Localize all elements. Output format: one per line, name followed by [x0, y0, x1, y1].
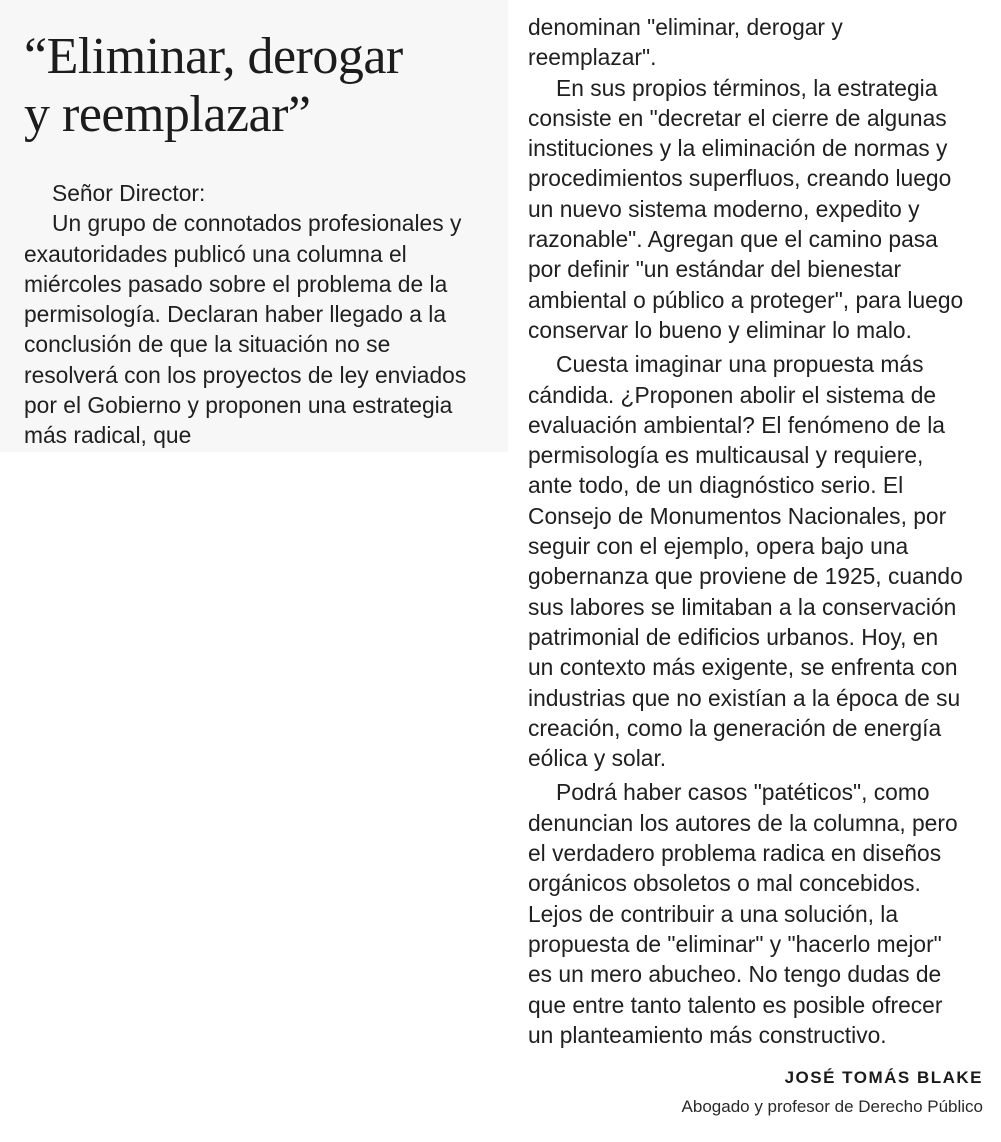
- left-column: [24, 10, 484, 451]
- paragraph-4: Podrá haber casos "patéticos", como denuncian los autores de la columna, pero el verdadero problema radica en diseños orgánicos obsoletos o mal concebidos. Lejos de contribuir a una solución, la propuesta de "eliminar" y "hacerlo mejor" es un mero abucheo. No tengo dudas de que entre tanto talento es posible ofrecer un planteamiento más constructivo.: [528, 779, 958, 1048]
- title-line-1: “Eliminar, derogar: [24, 28, 403, 85]
- right-column: [528, 12, 968, 1050]
- letter-title: [24, 28, 484, 144]
- paragraph-1-continuation: denominan "eliminar, derogar y reemplazar".: [528, 14, 843, 71]
- signature-block: [682, 1064, 983, 1122]
- author-role: Abogado y profesor de Derecho Público: [681, 1097, 983, 1116]
- salutation: Señor Director:: [52, 180, 206, 206]
- title-line-2: y reemplazar”: [24, 86, 311, 143]
- paragraph-3: Cuesta imaginar una propuesta más cándida. ¿Proponen abolir el sistema de evaluación ambiental? El fenómeno de la permisología es multicausal y requiere, ante todo, de un diagnóstico serio. El Consejo de Monumentos Nacionales, por seguir con el ejemplo, opera bajo una gobernanza que proviene de 1925, cuando sus labores se limitaban a la conservación patrimonial de edificios urbanos. Hoy, en un contexto más exigente, se enfrenta con industrias que no existían a la época de su creación, como la generación de energía eólica y solar.: [528, 351, 963, 772]
- paragraph-2: En sus propios términos, la estrategia consiste en "decretar el cierre de algunas instituciones y la eliminación de normas y procedimientos superfluos, creando luego un nuevo sistema moderno, expedito y razonable". Agregan que el camino pasa por definir "un estándar del bienestar ambiental o público a proteger", para luego conservar lo bueno y eliminar lo malo.: [528, 74, 964, 343]
- paragraph-1: Un grupo de connotados profesionales y exautoridades publicó una columna el miércoles pasado sobre el problema de la permisología. Declaran haber llegado a la conclusión de que la situación no se resolverá con los proyectos de ley enviados por el Gobierno y proponen una estrategia más radical, que: [24, 210, 467, 449]
- author-name: JOSÉ TOMÁS BLAKE: [784, 1068, 983, 1087]
